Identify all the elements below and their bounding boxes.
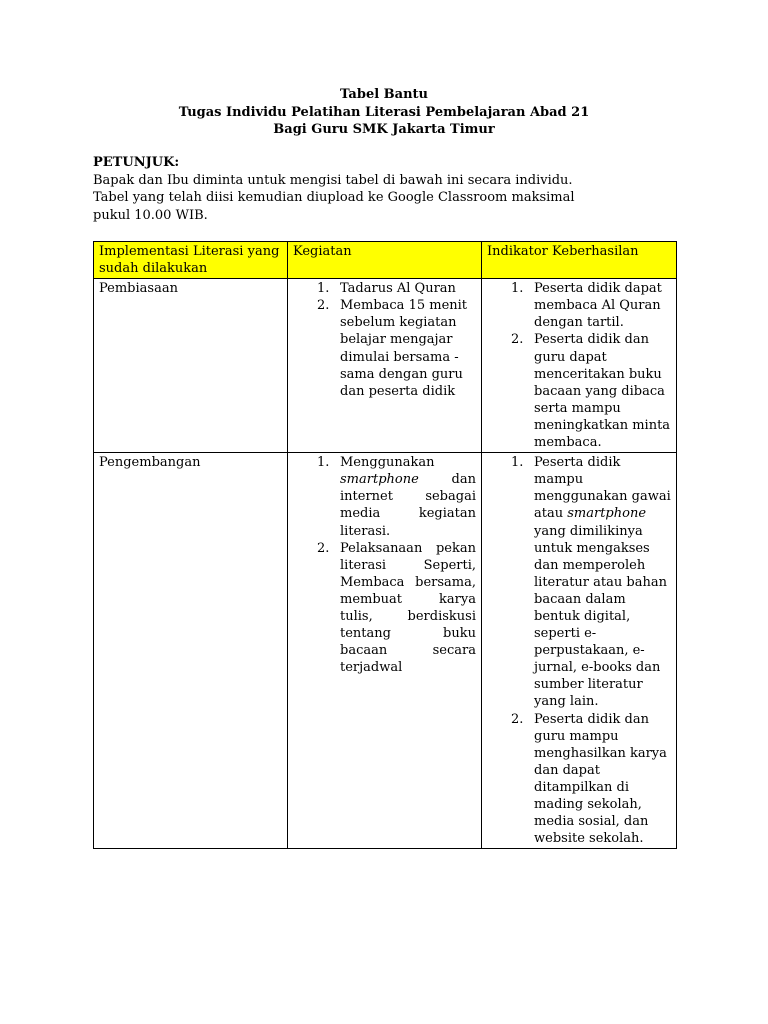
list-item: 1. Tadarus Al Quran [317, 281, 456, 297]
document-title [93, 86, 675, 139]
list-item: 2. Peserta didik dan guru mampu menghasilkan karya dan dapat ditampilkan di mading sekolah, media sosial, dan website sekolah. [511, 711, 667, 847]
list-item: 1. Peserta didik dapat membaca Al Quran dengan tartil. [511, 281, 662, 331]
instructions-text [93, 172, 683, 224]
cell-implementasi: Pembiasaan [94, 279, 288, 453]
title-line-2: Tugas Individu Pelatihan Literasi Pembelajaran Abad 21 [178, 104, 590, 120]
list-item: 2. Pelaksanaan pekan literasi Seperti, Membaca bersama, membuat karya tulis, berdiskusi tentang buku bacaan secara terjadwal [317, 540, 476, 676]
cell-indikator [482, 279, 677, 453]
kegiatan-list [293, 280, 476, 400]
table-row [94, 453, 677, 849]
cell-implementasi: Pengembangan [94, 453, 288, 849]
instructions-line-3: pukul 10.00 WIB. [93, 207, 208, 223]
list-item: 1. Menggunakan smartphone dan internet sebagai media kegiatan literasi. [317, 455, 476, 539]
cell-kegiatan [288, 453, 482, 849]
title-line-1: Tabel Bantu [340, 87, 428, 102]
indikator-list [487, 280, 671, 451]
kegiatan-list [293, 454, 476, 676]
instructions-line-2: Tabel yang telah diisi kemudian diupload ke Google Classroom maksimal [93, 190, 575, 206]
title-line-3: Bagi Guru SMK Jakarta Timur [273, 122, 495, 137]
instructions-heading: PETUNJUK: [93, 155, 180, 170]
literacy-table [93, 241, 677, 849]
header-indikator: Indikator Keberhasilan [482, 242, 677, 279]
list-item: 1. Peserta didik mampu menggunakan gawai atau smartphone yang dimilikinya untuk mengakses dan memperoleh literatur atau bahan bacaan dalam bentuk digital, seperti e-perpustakaan, e-jurnal, e-books dan sumber literatur yang lain. [511, 455, 671, 710]
table-row [94, 279, 677, 453]
header-kegiatan: Kegiatan [288, 242, 482, 279]
list-item: 2. Peserta didik dan guru dapat menceritakan buku bacaan yang dibaca serta mampu meningkatkan minta membaca. [511, 332, 671, 451]
instructions-line-1: Bapak dan Ibu diminta untuk mengisi tabel di bawah ini secara individu. [93, 173, 573, 188]
indikator-list [487, 454, 671, 847]
header-implementasi: Implementasi Literasi yang sudah dilakukan [94, 242, 288, 279]
cell-kegiatan [288, 279, 482, 453]
list-item: 2. Membaca 15 menit sebelum kegiatan belajar mengajar dimulai bersama - sama dengan guru dan peserta didik [317, 298, 468, 399]
cell-indikator [482, 453, 677, 849]
table-header-row [94, 242, 677, 279]
